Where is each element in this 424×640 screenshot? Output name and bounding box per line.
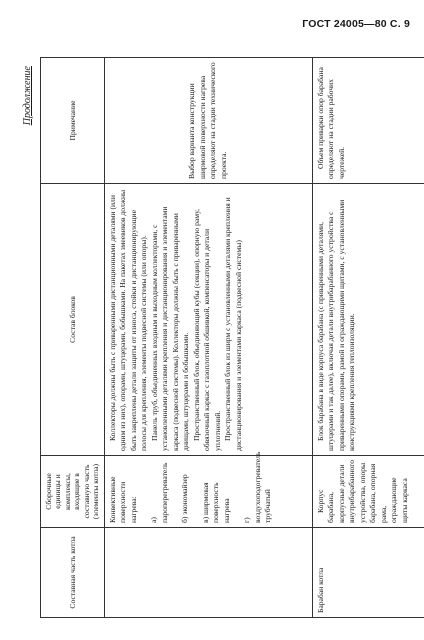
table-header-row bbox=[41, 58, 105, 618]
unit-item: г) воздухоподогреватель трубчатый bbox=[242, 451, 273, 523]
table-row bbox=[104, 58, 312, 618]
header-note: Примечание bbox=[41, 58, 105, 184]
unit-item: б) экономайзер bbox=[180, 474, 190, 523]
block-text: Панель труб, объединенных входным и выходным коллекторами, с установленными деталями крепления и дистанционирования и элементами каркаса (подвесной системы). Коллекторы должны быть с приваренными днищами, штуцерами и бобышками. bbox=[149, 206, 191, 451]
unit-item: Конвективные поверхности нагрева: bbox=[107, 476, 138, 523]
cell-note: Объем приварки опор барабана определяют на стадии рабочих чертежей. bbox=[312, 58, 424, 184]
header-blocks: Состав блоков bbox=[41, 184, 105, 456]
block-text: Пространственный блок из ширм с установленными деталями крепления и дистанционирования и элементами каркаса (подвесной системы) bbox=[223, 197, 243, 451]
header-units: Сборочные единицы и комплексы, входящие в составную часть (элементы котла) bbox=[41, 456, 105, 528]
block-text: Пространственный блок, объединяющий кубы (секции), опорную раму, обвязочный каркас с газоплотной обшивкой, компенсаторы и детали уплотнений. bbox=[191, 208, 222, 451]
unit-item: а) пароперегреватель bbox=[149, 462, 169, 523]
cell-units: Корпус барабана, корпусные детали внутрибарабанного устройства, опоры барабана, опорная рама, ограждающие щиты каркаса bbox=[312, 456, 424, 528]
cell-part: Барабан котла bbox=[312, 528, 424, 618]
cell-blocks bbox=[104, 184, 312, 456]
cell-blocks: Блок барабана в виде корпуса барабана (с приваренными деталями, штуцерами и так далее), включая детали внутрибарабанного устройства с приваренными опорами, рамой и ограждающими щитами, с установленными конструкциями крепления теплоизоляции. bbox=[312, 184, 424, 456]
cell-part bbox=[104, 528, 312, 618]
table-row bbox=[312, 58, 424, 618]
block-text: Коллекторы должны быть с приваренными дистанционными деталями (или одним из них), опорами, штуцерами, бобышками. На пакетах змеевиков должны быть закреплены детали защиты от износа, стойки и дистанционирующие полосы для крепления, элементы подвесной системы (или опоры). bbox=[107, 189, 149, 451]
unit-item: в) ширмовая поверхность нагрева bbox=[200, 482, 231, 523]
cell-note: Выбор варианта конструкции ширмовой поверхности нагрева определяют на стадии технического проекта. bbox=[104, 58, 312, 184]
header-part: Составная часть котла bbox=[41, 528, 105, 618]
components-table bbox=[40, 57, 424, 618]
page-header: ГОСТ 24005—80 С. 9 bbox=[302, 18, 410, 30]
rotated-table-block bbox=[22, 58, 409, 618]
continuation-label: Продолжение bbox=[22, 66, 33, 126]
cell-units bbox=[104, 451, 312, 528]
